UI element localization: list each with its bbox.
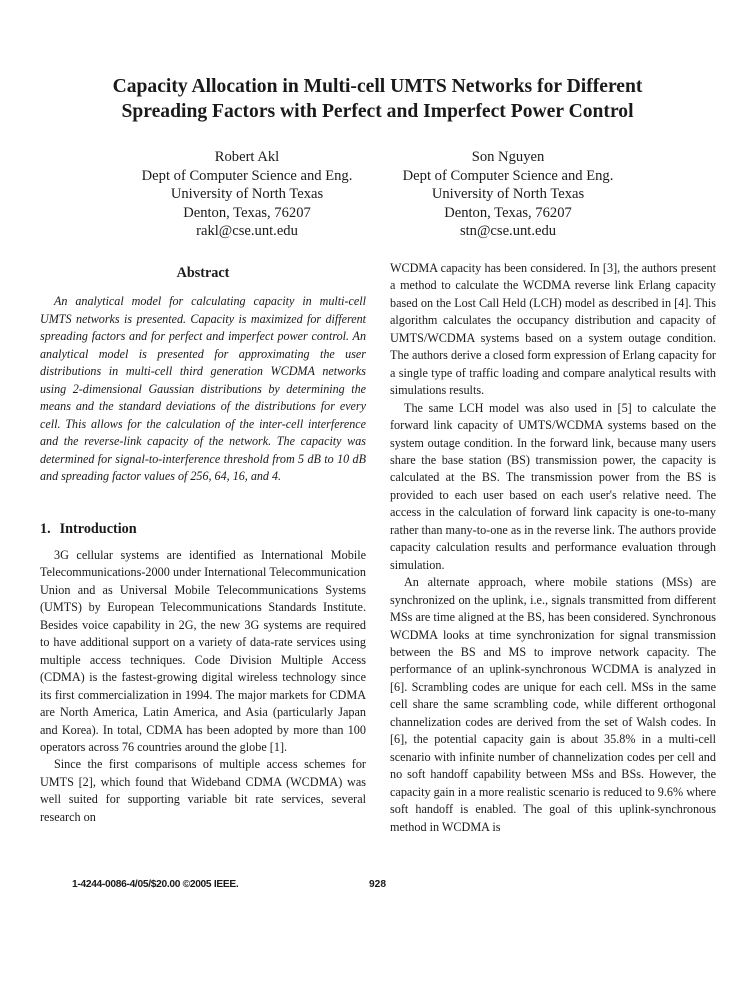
author-university: University of North Texas [431,186,585,203]
abstract-text: An analytical model for calculating capacity in multi-cell UMTS networks is presented. Capacity is maximized for different spreading factors and for perfect and imperfect power control. An analytical model is presented for approximating the user distributions in multi-cell third generation WCDMA networks using 2-dimensional Gaussian distributions by determining the means and the standard deviations of the distributions for every cell. This allows for the calculation of the inter-cell interference and the reverse-link capacity of the network. The capacity was determined for signal-to-interference threshold from 5 dB to 10 dB and spreading factor values of 256, 64, 16, and 4. [40,294,366,483]
author-email: stn@cse.unt.edu [459,223,557,240]
title-line-1: Capacity Allocation in Multi-cell UMTS Networks for Different [112,76,643,97]
page-number: 928 [369,879,386,890]
left-column-body [40,547,366,826]
author-location: Denton, Texas, 76207 [183,204,311,221]
paper-title [60,74,695,124]
author-dept: Dept of Computer Science and Eng. [402,167,614,184]
body-paragraph: An alternate approach, where mobile stations (MSs) are synchronized on the uplink, i.e., signals transmitted from different MSs are time aligned at the BS, has been considered. Synchronous WCDMA looks at time synchronization for signal transmission between the BS and MS to improve network capacity. The performance of an uplink-synchronous WCDMA is analyzed in [6]. Scrambling codes are unique for each cell. MSs in the same cell share the same scrambling code, while different orthogonal channelization codes are derived from the set of Walsh codes. In [6], the potential capacity gain is about 35.8% in a multi-cell scenario with infinite number of channelization codes per cell and no soft handoff capability between MSs and BSs. However, the capacity gain in a more realistic scenario is reduced to 9.6% where soft handoff is enabled. The goal of this uplink-synchronous method in WCDMA is [390,575,716,834]
right-column-body [390,260,716,836]
body-paragraph: The same LCH model was also used in [5] to calculate the forward link capacity of UMTS/WCDMA systems based on the system outage condition. In the forward link, because many users share the base station (BS) transmission power, the capacity is calculated at the BS. The transmission power from the BS is provided to each user based on each user's relative need. The access in the calculation of forward link capacity is one-to-many rather than many-to-one as in the reverse link. The authors provide capacity calculation results and performance evaluation through simulation. [390,400,716,572]
author-name: Son Nguyen [471,149,545,165]
section-number: 1. [40,521,51,537]
section-heading [40,521,137,538]
author-block-1 [117,148,377,241]
author-block-2 [378,148,638,241]
body-paragraph: Since the first comparisons of multiple access schemes for UMTS [2], which found that Wideband CDMA (WCDMA) was well suited for supporting variable bit rate services, several research on [40,757,366,824]
abstract-heading: Abstract [176,265,230,281]
body-paragraph: WCDMA capacity has been considered. In [3], the authors present a method to calculate the WCDMA reverse link Erlang capacity based on the Lost Call Held (LCH) model as described in [4]. This algorithm calculates the occupancy distribution and capacity of UMTS/WCDMA systems based on a system outage condition. The authors derive a closed form expression of Erlang capacity for a single type of traffic loading and compare analytical results with simulations results. [390,261,716,398]
section-title: Introduction [59,521,137,537]
title-line-2: Spreading Factors with Perfect and Imperfect Power Control [121,101,634,122]
author-dept: Dept of Computer Science and Eng. [141,167,353,184]
footer-copyright: 1-4244-0086-4/05/$20.00 ©2005 IEEE. [72,879,239,890]
author-university: University of North Texas [170,186,324,203]
author-email: rakl@cse.unt.edu [196,223,298,240]
body-paragraph: 3G cellular systems are identified as International Mobile Telecommunications-2000 under International Telecommunication Union and as Universal Mobile Telecommunications Systems (UMTS) by European Telecommunications Standards Institute. Besides voice capability in 2G, the new 3G systems are required to have additional support on a variety of data-rate services using multiple access techniques. Code Division Multiple Access (CDMA) is the fastest-growing digital wireless technology since its first commercialization in 1994. The major markets for CDMA are North America, Latin America, and Asia (particularly Japan and Korea). In total, CDMA has been adopted by more than 100 operators across 76 countries around the globe [1]. [40,548,366,754]
author-location: Denton, Texas, 76207 [444,204,572,221]
author-name: Robert Akl [214,149,280,165]
